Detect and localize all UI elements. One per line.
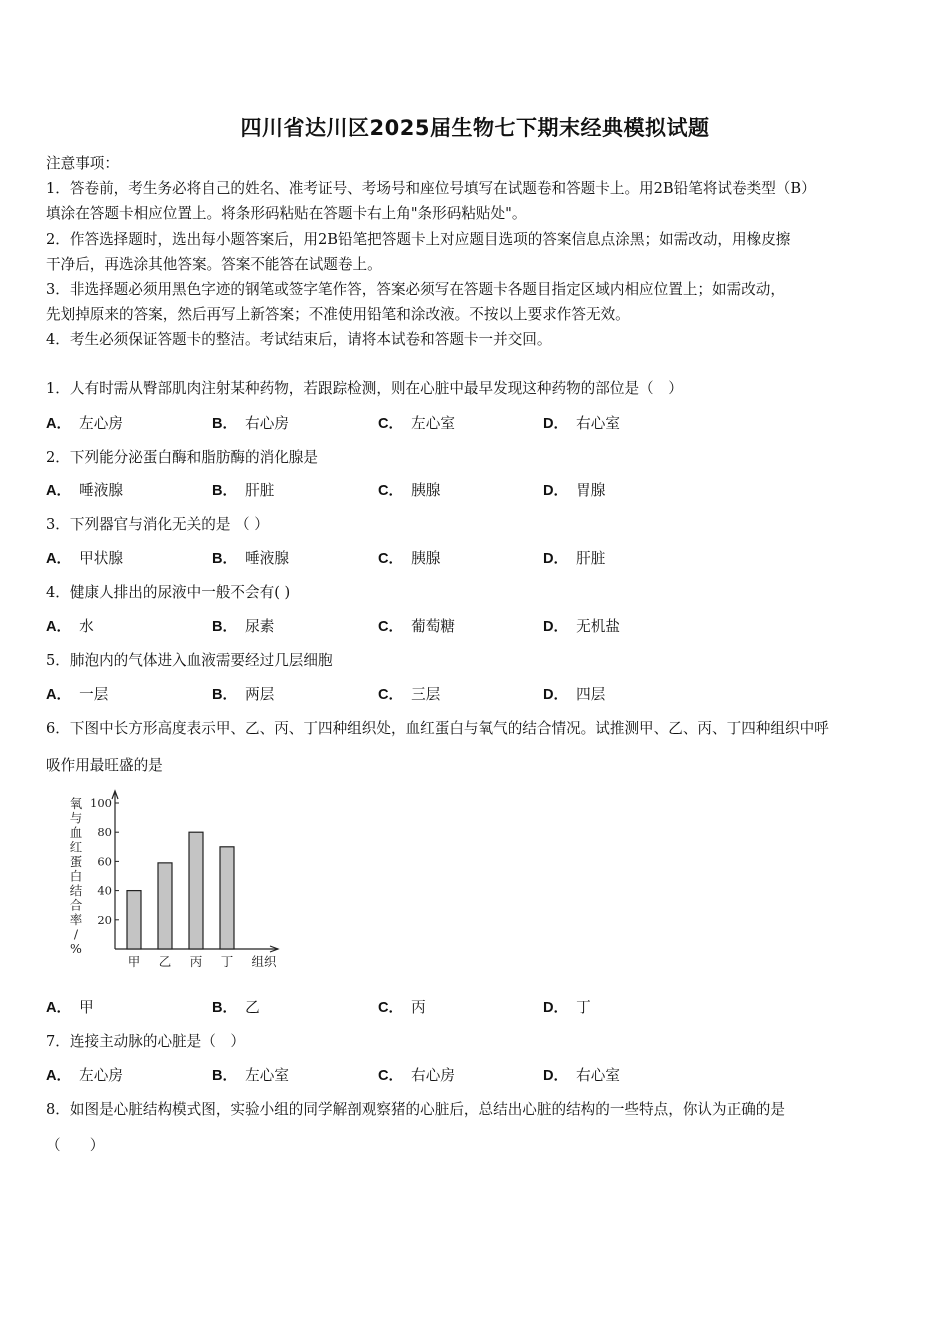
option-b[interactable]: B． 乙 [212,999,260,1016]
option-c[interactable]: C． 三层 [378,686,441,703]
y-tick-label: 20 [97,912,112,927]
chart-bars [127,832,234,949]
y-axis-label-char: 与 [69,810,83,826]
question-stem: 4．健康人排出的尿液中一般不会有( ) [46,584,291,601]
y-tick-label: 80 [97,825,112,840]
option-a[interactable]: A． 唾液腺 [46,482,123,499]
question-stem-cont: （ ） [46,1137,105,1154]
y-axis-label-char: 氧 [69,796,83,811]
notice-line: 填涂在答题卡相应位置上。将条形码粘贴在答题卡右上角"条形码粘贴处"。 [46,205,527,222]
x-tick-label: 丁 [220,954,234,969]
option-c[interactable]: C． 丙 [378,999,426,1016]
x-tick-label: 丙 [189,954,203,969]
option-d[interactable]: D． 四层 [543,686,606,703]
y-axis-label-char: 合 [69,897,83,913]
notice-line: 干净后，再选涂其他答案。答案不能答在试题卷上。 [46,256,382,273]
option-d[interactable]: D． 无机盐 [543,618,620,635]
x-tick-label: 甲 [127,954,141,969]
question-stem: 6．下图中长方形高度表示甲、乙、丙、丁四种组织处，血红蛋白与氧气的结合情况。试推测甲、乙、丙、丁四种组织中呼 [46,720,829,737]
option-a[interactable]: A． 甲状腺 [46,550,123,567]
y-axis-label-char: 结 [69,883,83,898]
option-c[interactable]: C． 左心室 [378,415,455,432]
option-a[interactable]: A． 左心房 [46,1067,123,1084]
question-stem: 2．下列能分泌蛋白酶和脂肪酶的消化腺是 [46,449,318,466]
x-axis-labels [128,954,277,969]
question-stem: 5．肺泡内的气体进入血液需要经过几层细胞 [46,652,333,669]
option-b[interactable]: B． 两层 [212,686,275,703]
option-b[interactable]: B． 唾液腺 [212,550,289,567]
y-axis-label-char: 红 [69,839,83,855]
notice-line: 4．考生必须保证答题卡的整洁。考试结束后，请将本试卷和答题卡一并交回。 [46,331,552,348]
bar-甲 [127,891,141,949]
option-a[interactable]: A． 水 [46,618,94,635]
option-b[interactable]: B． 尿素 [212,618,275,635]
notice-line: 2．作答选择题时，选出每小题答案后，用2B铅笔把答题卡上对应题目选项的答案信息点涂黑；如需改动，用橡皮擦 [46,231,791,248]
option-d[interactable]: D． 右心室 [543,415,620,432]
option-b[interactable]: B． 左心室 [212,1067,289,1084]
option-d[interactable]: D． 丁 [543,999,591,1016]
question-stem: 1．人有时需从臀部肌肉注射某种药物，若跟踪检测，则在心脏中最早发现这种药物的部位是（ ） [46,380,683,397]
y-axis-label-char: % [70,941,82,956]
notice-line: 先划掉原来的答案，然后再写上新答案；不准使用铅笔和涂改液。不按以上要求作答无效。 [46,306,630,323]
page-title: 四川省达川区2025届生物七下期末经典模拟试题 [240,116,710,140]
y-tick-label: 40 [97,883,112,898]
bar-丙 [189,832,203,949]
option-c[interactable]: C． 胰腺 [378,550,441,567]
y-tick-label: 100 [90,796,112,810]
option-a[interactable]: A． 一层 [46,686,109,703]
y-axis-label-char: 血 [69,825,83,840]
option-d[interactable]: D． 右心室 [543,1067,620,1084]
y-tick-label: 60 [97,854,112,869]
y-axis-label [70,796,83,956]
option-d[interactable]: D． 胃腺 [543,482,606,499]
option-b[interactable]: B． 右心房 [212,415,289,432]
option-a[interactable]: A． 左心房 [46,415,123,432]
question-stem: 7．连接主动脉的心脏是（ ） [46,1033,246,1050]
option-b[interactable]: B． 肝脏 [212,482,275,499]
oxygen-binding-bar-chart [60,786,290,976]
question-stem-cont: 吸作用最旺盛的是 [46,757,163,774]
option-d[interactable]: D． 肝脏 [543,550,606,567]
y-axis-label-char: 率 [69,912,83,927]
option-c[interactable]: C． 胰腺 [378,482,441,499]
question-stem: 3．下列器官与消化无关的是 （ ） [46,516,269,533]
y-axis-label-char: 白 [69,868,83,884]
x-tick-label: 乙 [158,954,172,969]
y-axis-label-char: 蛋 [69,854,83,869]
bar-丁 [220,847,234,949]
notice-line: 1．答卷前，考生务必将自己的姓名、准考证号、考场号和座位号填写在试题卷和答题卡上。用2B铅笔将试卷类型（B） [46,180,816,197]
x-axis-label: 组织 [251,954,277,969]
bar-乙 [158,863,172,949]
option-a[interactable]: A． 甲 [46,999,94,1016]
notice-heading: 注意事项： [46,155,119,172]
notice-line: 3．非选择题必须用黑色字迹的钢笔或签字笔作答，答案必须写在答题卡各题目指定区域内相应位置上；如需改动， [46,281,785,298]
option-c[interactable]: C． 右心房 [378,1067,455,1084]
option-c[interactable]: C． 葡萄糖 [378,618,455,635]
question-stem: 8．如图是心脏结构模式图，实验小组的同学解剖观察猪的心脏后，总结出心脏的结构的一些特点，你认为正确的是 [46,1101,785,1118]
y-axis-label-char: / [73,926,79,942]
